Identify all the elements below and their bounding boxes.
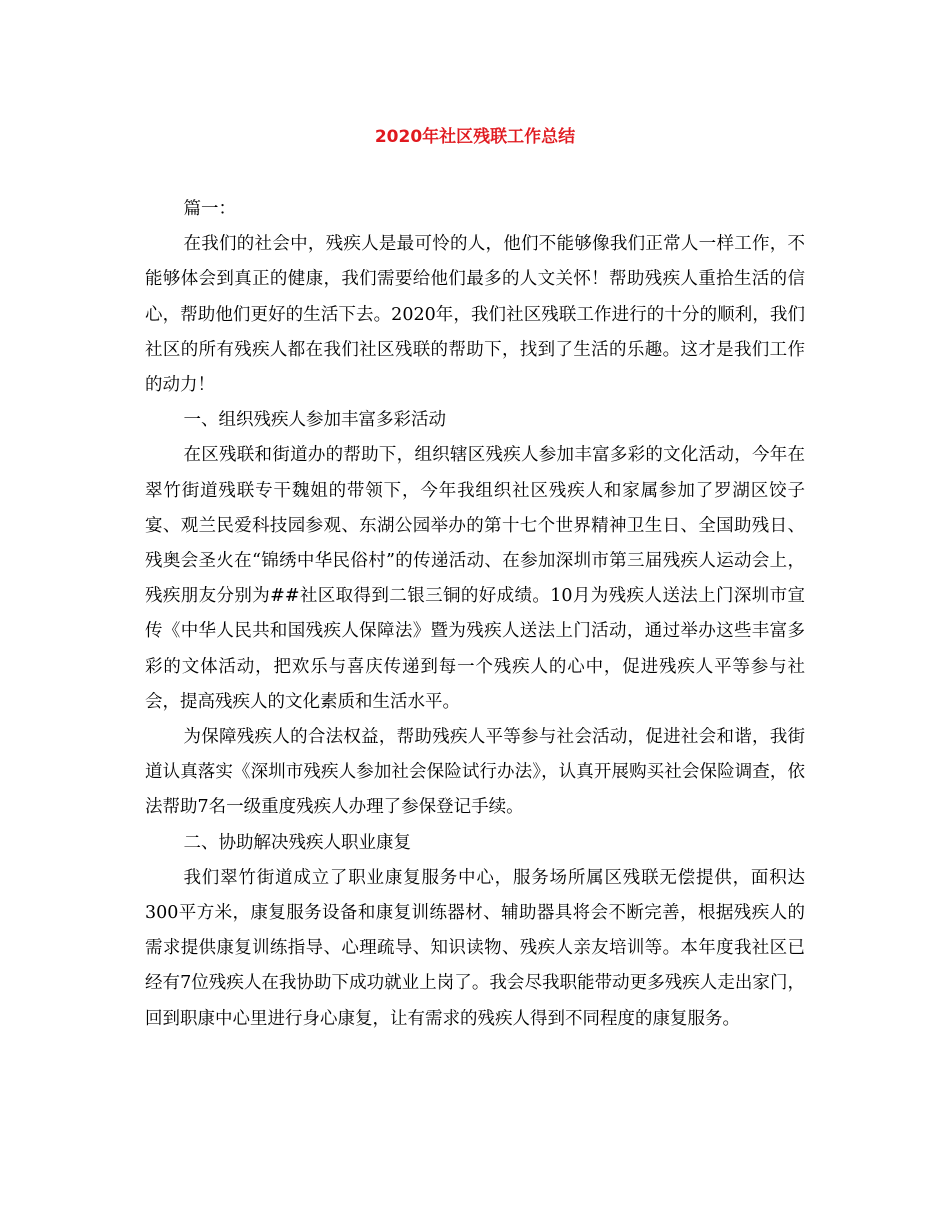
- section-heading-1: 一、组织残疾人参加丰富多彩活动: [183, 410, 446, 431]
- section-heading-2: 二、协助解决残疾人职业康复: [183, 832, 411, 853]
- document-title: 2020年社区残联工作总结: [374, 127, 576, 147]
- intro-paragraph: 在我们的社会中，残疾人是最可怜的人，他们不能够像我们正常人一样工作，不能够体会到真正的健康，我们需要给他们最多的人文关怀！帮助残疾人重拾生活的信心，帮助他们更好的生活下去。2020年，我们社区残联工作进行的十分的顺利，我们社区的所有残疾人都在我们社区残联的帮助下，找到了生活的乐趣。这才是我们工作的动力！: [145, 234, 805, 396]
- rehab-paragraph: 我们翠竹街道成立了职业康复服务中心，服务场所属区残联无偿提供，面积达300平方米，康复服务设备和康复训练器材、辅助器具将会不断完善，根据残疾人的需求提供康复训练指导、心理疏导、知识读物、残疾人亲友培训等。本年度我社区已经有7位残疾人在我协助下成功就业上岗了。我会尽我职能带动更多残疾人走出家门，回到职康中心里进行身心康复，让有需求的残疾人得到不同程度的康复服务。: [145, 867, 805, 1029]
- section-label: 篇一：: [183, 199, 236, 219]
- activities-paragraph: 在区残联和街道办的帮助下，组织辖区残疾人参加丰富多彩的文化活动，今年在翠竹街道残联专干魏姐的带领下，今年我组织社区残疾人和家属参加了罗湖区饺子宴、观兰民爱科技园参观、东湖公园举办的第十七个世界精神卫生日、全国助残日、残奥会圣火在“锦绣中华民俗村”的传递活动、在参加深圳市第三届残疾人运动会上，残疾朋友分别为##社区取得到二银三铜的好成绩。10月为残疾人送法上门深圳市宣传《中华人民共和国残疾人保障法》暨为残疾人送法上门活动，通过举办这些丰富多彩的文体活动，把欢乐与喜庆传递到每一个残疾人的心中，促进残疾人平等参与社会，提高残疾人的文化素质和生活水平。: [145, 445, 805, 712]
- document-body: [145, 192, 805, 1037]
- insurance-paragraph: 为保障残疾人的合法权益，帮助残疾人平等参与社会活动，促进社会和谐，我街道认真落实《深圳市残疾人参加社会保险试行办法》，认真开展购买社会保险调查，依法帮助7名一级重度残疾人办理了参保登记手续。: [145, 727, 805, 818]
